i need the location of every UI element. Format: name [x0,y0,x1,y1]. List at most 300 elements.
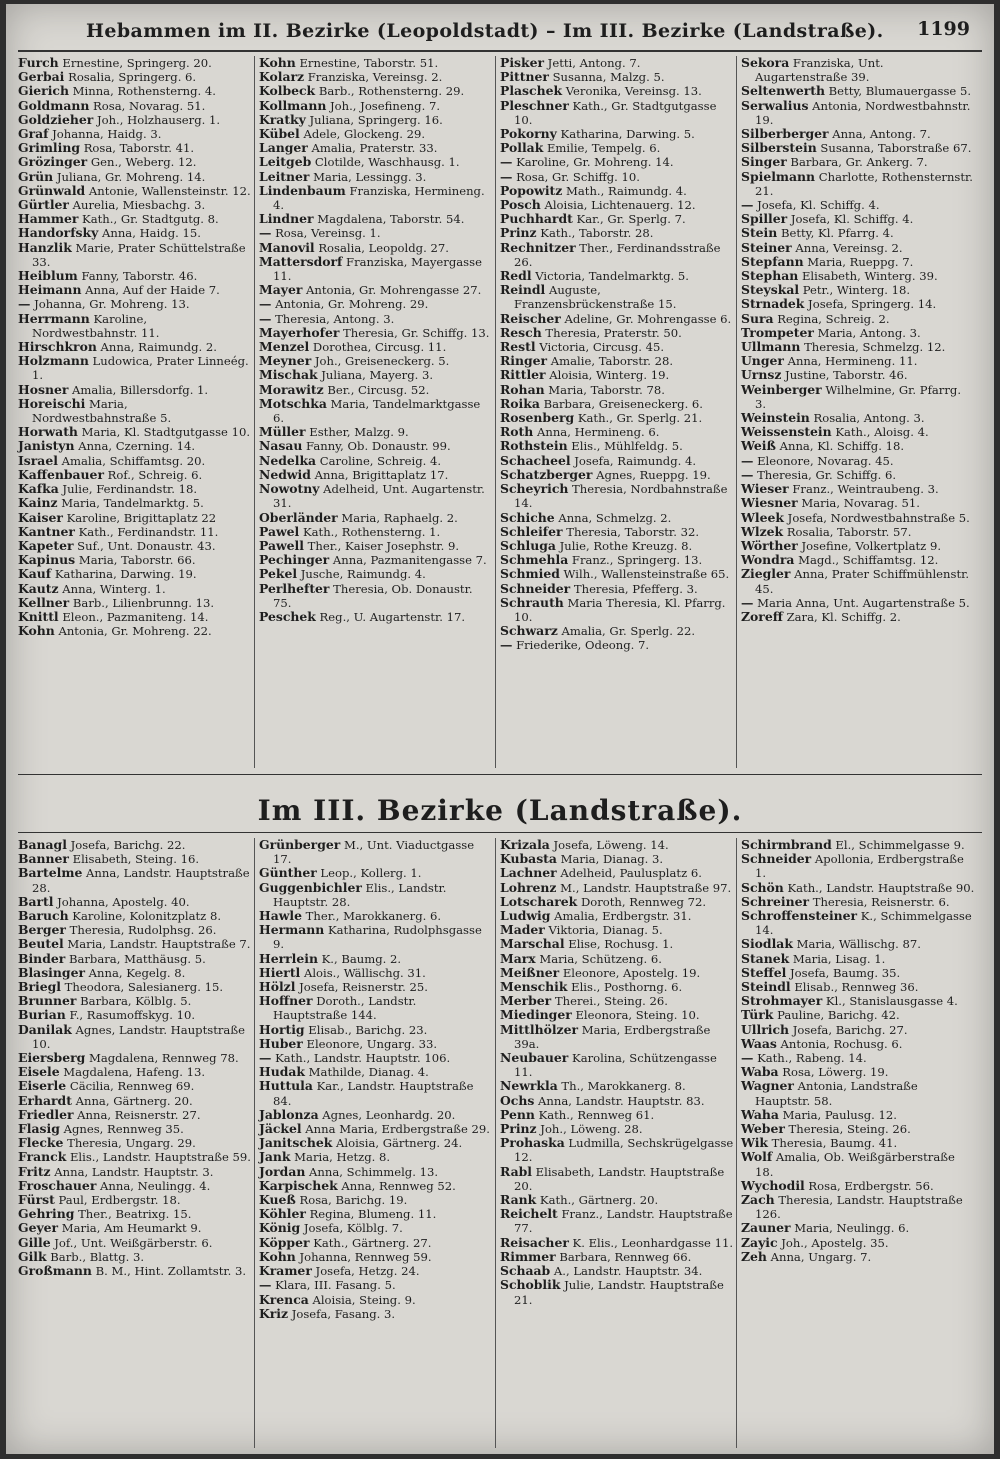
directory-entry [500,212,734,226]
entry-details: Kath., Landstr. Hauptstraße 90. [783,880,975,895]
column-divider [736,838,737,1448]
directory-entry [259,1065,493,1079]
entry-details: Minna, Rothensterng. 4. [68,84,216,99]
directory-entry [741,283,975,297]
entry-details: Antonie, Wallensteinstr. 12. [85,183,251,198]
directory-entry [18,1250,252,1264]
entry-details: Anna, Gärtnerg. 20. [71,1093,193,1108]
entry-details: Barb., Lilienbrunng. 13. [69,595,215,610]
column-divider [254,56,255,768]
directory-entry [500,340,734,354]
entry-surname: Hölzl [259,979,296,995]
directory-entry [18,212,252,226]
entry-details: Barbara, Matthäusg. 5. [65,951,206,966]
entry-surname: Holzmann [18,353,89,369]
entry-surname: Horwath [18,424,78,440]
entry-surname: Zeh [741,1248,767,1264]
directory-entry [500,198,734,212]
entry-surname: Heiblum [18,268,78,284]
directory-entry [500,539,734,553]
entry-details: Cäcilia, Rennweg 69. [66,1079,195,1094]
entry-details: Anna, Schmelzg. 2. [554,510,672,525]
directory-entry [741,909,975,937]
entry-surname: Meyner [259,353,312,369]
entry-details: Eleonora, Steing. 10. [571,1008,700,1023]
entry-details: Magd., Schiffamtsg. 12. [794,553,939,568]
entry-surname: Israel [18,452,58,468]
directory-entry [500,425,734,439]
entry-details: Ther., Kaiser Josephstr. 9. [303,538,460,553]
entry-details: Elis., Mühlfeldg. 5. [567,439,683,454]
entry-surname: Schacheel [500,452,571,468]
entry-details: Franziska, Vereinsg. 2. [304,70,443,85]
entry-surname: — [741,452,754,468]
entry-details: Anna, Brigittaplatz 17. [310,467,449,482]
entry-surname: Steiner [741,239,792,255]
entry-surname: Prinz [500,1121,537,1137]
entry-details: Kath., Rabeng. 14. [753,1051,867,1066]
directory-entry [18,852,252,866]
directory-entry [18,966,252,980]
entry-details: Ther., Beatrixg. 15. [74,1207,192,1222]
directory-entry [259,582,493,610]
entry-surname: Reindl [500,282,546,298]
entry-surname: Huttula [259,1078,313,1094]
entry-details: Theresia, Ob. Donaustr. 75. [273,581,473,610]
entry-surname: Lindner [259,211,314,227]
entry-surname: Nasau [259,438,303,454]
entry-surname: Graf [18,126,49,142]
column-divider [495,56,496,768]
entry-surname: Stephan [741,268,799,284]
entry-details: Johanna, Haidg. 3. [48,127,162,142]
directory-entry [500,226,734,240]
entry-surname: Grözinger [18,154,88,170]
entry-details: Elisabeth, Winterg. 39. [798,269,938,284]
directory-entry [259,610,493,624]
entry-surname: Rechnitzer [500,239,576,255]
directory-entry [741,439,975,453]
entry-surname: Kohn [18,623,55,639]
entry-details: Jof., Unt. Weißgärberstr. 6. [50,1235,213,1250]
entry-surname: Kellner [18,594,70,610]
entry-details: Ludowica, Prater Linneég. 1. [32,354,249,383]
entry-surname: Schneider [741,851,812,867]
directory-entry [18,383,252,397]
directory-entry [259,838,493,866]
entry-surname: Wiesner [741,495,798,511]
directory-entry [18,482,252,496]
entry-surname: Köhler [259,1206,306,1222]
directory-entry [741,1065,975,1079]
directory-entry [741,952,975,966]
directory-entry [259,567,493,581]
entry-details: Clotilde, Waschhausg. 1. [311,155,460,170]
entry-details: Maria, Paulusg. 12. [778,1107,897,1122]
entry-surname: — [259,310,272,326]
entry-surname: Schrauth [500,594,564,610]
entry-surname: Bartelme [18,865,83,881]
directory-entry [18,1165,252,1179]
entry-surname: Reischer [500,310,561,326]
entry-details: Maria, Lisag. 1. [789,951,886,966]
entry-surname: Steindl [741,979,791,995]
directory-entry [259,70,493,84]
directory-entry [500,525,734,539]
directory-entry [500,881,734,895]
directory-entry [741,1122,975,1136]
entry-surname: Günther [259,865,317,881]
directory-entry [500,895,734,909]
directory-entry [500,326,734,340]
entry-details: Jetti, Antong. 7. [544,56,641,70]
entry-details: Kar., Landstr. Hauptstraße 84. [273,1079,474,1108]
entry-surname: Mischak [259,367,318,383]
directory-entry [259,468,493,482]
directory-entry [500,1250,734,1264]
entry-surname: Hermann [259,922,325,938]
entry-details: Ther., Ferdinandsstraße 26. [514,240,721,269]
entry-details: Agnes, Leonhardg. 20. [318,1107,456,1122]
directory-entry [741,454,975,468]
entry-details: Theresia, Landstr. Hauptstraße 126. [755,1193,963,1222]
directory-entry [18,1094,252,1108]
entry-details: Maria, Hetzg. 8. [290,1150,391,1165]
entry-details: Amalia, Schiffamtsg. 20. [57,453,206,468]
entry-surname: Schoblik [500,1277,561,1293]
directory-entry [259,539,493,553]
entry-surname: Oberländer [259,509,338,525]
directory-entry [259,439,493,453]
directory-entry [741,881,975,895]
directory-entry [741,241,975,255]
entry-surname: Zauner [741,1220,791,1236]
entry-details: Marie, Prater Schüttelstraße 33. [32,240,246,269]
directory-entry [18,1122,252,1136]
entry-surname: Banner [18,851,69,867]
directory-entry [18,1079,252,1093]
directory-entry [500,1094,734,1108]
entry-details: Rosalia, Springerg. 6. [64,70,197,85]
entry-details: Anna, Hermineng. 11. [783,354,918,369]
entry-details: Franz., Springerg. 13. [568,553,703,568]
entry-details: Juliana, Mayerg. 3. [317,368,434,383]
entry-surname: Redl [500,268,532,284]
entry-surname: Schluga [500,537,556,553]
directory-entry [18,127,252,141]
entry-details: Juliana, Springerg. 16. [305,112,443,127]
directory-entry [500,966,734,980]
entry-details: Regina, Schreig. 2. [773,311,890,326]
entry-details: Aloisia, Steing. 9. [308,1292,416,1307]
directory-entry [259,511,493,525]
directory-entry [259,1236,493,1250]
entry-details: Adeline, Gr. Mohrengasse 6. [560,311,732,326]
directory-entry [18,340,252,354]
entry-surname: — [741,594,754,610]
entry-surname: Gilk [18,1248,47,1264]
entry-details: Joh., Löweng. 28. [536,1122,643,1137]
entry-surname: Waha [741,1106,779,1122]
directory-entry [259,1079,493,1107]
entry-surname: — [259,225,272,241]
entry-details: Betty, Kl. Pfarrg. 4. [777,226,894,241]
entry-surname: Gierich [18,83,69,99]
directory-entry [259,283,493,297]
directory-entry [18,297,252,311]
directory-entry [259,1023,493,1037]
entry-surname: Kubasta [500,851,557,867]
entry-surname: Kafka [18,481,59,497]
directory-entry [500,439,734,453]
directory-entry [741,127,975,141]
entry-details: Elisab., Barichg. 23. [304,1022,428,1037]
entry-details: Antonia, Gr. Mohrengasse 27. [302,283,482,298]
entry-details: Betty, Blumauergasse 5. [824,84,972,99]
entry-details: Veronika, Vereinsg. 13. [562,84,702,99]
directory-entry [500,838,734,852]
entry-surname: — [500,637,513,653]
directory-entry [500,454,734,468]
directory-entry [500,1008,734,1022]
entry-details: Anna, Czerning. 14. [74,439,196,454]
entry-surname: Türk [741,1007,774,1023]
directory-entry [500,852,734,866]
directory-column [18,838,252,1278]
directory-entry [741,155,975,169]
directory-entry [259,170,493,184]
entry-details: Magdalena, Taborstr. 54. [313,212,465,227]
entry-details: Rosa, Taborstr. 41. [80,141,195,156]
entry-details: Katharina, Darwing. 19. [51,567,197,582]
entry-details: Anna, Antong. 7. [828,127,931,142]
directory-entry [741,511,975,525]
entry-surname: Posch [500,197,541,213]
entry-surname: Karpischek [259,1177,338,1193]
section-landstrasse [18,838,982,1448]
directory-entry [18,1264,252,1278]
entry-details: Adele, Glockeng. 29. [299,127,426,142]
directory-entry [500,980,734,994]
entry-details: Barbara, Kölblg. 5. [76,994,192,1009]
entry-surname: Ochs [500,1092,535,1108]
directory-entry [741,496,975,510]
entry-details: Anna, Hermineng. 6. [533,425,660,440]
entry-surname: — [741,197,754,213]
entry-surname: Wörther [741,537,798,553]
entry-surname: Reichelt [500,1206,558,1222]
directory-entry [741,84,975,98]
entry-surname: Köpper [259,1234,310,1250]
entry-surname: Blasinger [18,964,85,980]
entry-details: Kath., Gärtnerg. 20. [536,1193,659,1208]
directory-entry [500,170,734,184]
entry-details: Maria, Taborstr. 66. [75,553,196,568]
entry-surname: Merber [500,993,552,1009]
entry-details: Josefa, Hetzg. 24. [311,1264,420,1279]
entry-details: Maria, Novarag. 51. [797,496,920,511]
entry-surname: Nowotny [259,481,320,497]
entry-details: Maria, Erdbergstraße 39a. [514,1022,711,1051]
directory-entry [18,155,252,169]
entry-details: Josefa, Reisnerstr. 25. [295,980,428,995]
directory-entry [500,1264,734,1278]
entry-details: Theresia, Rudolphsg. 26. [65,923,217,938]
entry-surname: — [500,168,513,184]
entry-surname: Herrlein [259,950,318,966]
directory-entry [18,397,252,425]
directory-entry [18,596,252,610]
entry-surname: Mayerhofer [259,324,340,340]
entry-details: Franziska, Mayergasse 11. [273,254,482,284]
entry-details: Barbara, Gr. Ankerg. 7. [786,155,928,170]
entry-details: Rosa, Barichg. 19. [295,1193,408,1208]
entry-details: Anna, Reisnerstr. 27. [73,1107,201,1122]
directory-entry [18,283,252,297]
directory-entry [259,1037,493,1051]
entry-details: Wilh., Wallensteinstraße 65. [559,567,730,582]
entry-details: Ber., Circusg. 52. [323,382,430,397]
entry-surname: Prinz [500,225,537,241]
entry-surname: Marschal [500,936,565,952]
entry-details: Josefa, Barichg. 22. [66,838,186,852]
entry-surname: Kueß [259,1192,296,1208]
entry-details: Paul, Erdbergstr. 18. [54,1193,181,1208]
entry-details: Regina, Blumeng. 11. [305,1207,437,1222]
entry-surname: Kapinus [18,552,76,568]
entry-details: Adelheid, Paulusplatz 6. [556,866,702,881]
entry-details: Amalia, Billersdorfg. 1. [68,382,209,397]
entry-details: Rof., Schreig. 6. [103,467,203,482]
entry-details: Rosa, Erdbergstr. 56. [804,1178,934,1193]
directory-entry [259,368,493,382]
directory-entry [500,241,734,269]
directory-entry [741,99,975,127]
entry-details: Amalia, Erdbergstr. 31. [550,909,692,924]
entry-surname: Seltenwerth [741,83,825,99]
entry-surname: Trompeter [741,324,814,340]
entry-surname: Danilak [18,1021,72,1037]
directory-entry [500,411,734,425]
directory-entry [741,141,975,155]
entry-surname: Furch [18,55,59,70]
entry-details: Friederike, Odeong. 7. [512,638,650,653]
entry-details: Therei., Steing. 26. [551,994,668,1009]
directory-entry [741,326,975,340]
entry-details: Franz., Landstr. Hauptstraße 77. [514,1207,733,1236]
entry-details: Johanna, Gr. Mohreng. 13. [30,297,190,312]
directory-entry [500,84,734,98]
directory-entry [741,354,975,368]
directory-entry [259,525,493,539]
entry-surname: Mader [500,922,545,938]
entry-details: Wilhelmine, Gr. Pfarrg. 3. [755,382,962,411]
entry-surname: Ziegler [741,566,791,582]
entry-surname: Pollak [500,140,544,156]
entry-surname: Ullmann [741,339,801,355]
entry-surname: Brunner [18,993,77,1009]
entry-surname: Weiß [741,438,776,454]
column-divider [495,838,496,1448]
entry-details: Aloisia, Gärtnerg. 24. [332,1136,463,1151]
entry-details: Josefa, Kölblg. 7. [300,1221,403,1236]
directory-column [259,838,493,1321]
entry-details: Kath., Rothensterng. 1. [299,524,441,539]
entry-surname: Kollmann [259,97,327,113]
entry-details: Kath., Gr. Stadtgutgasse 10. [514,98,717,127]
directory-entry [741,937,975,951]
entry-surname: Menschik [500,979,568,995]
entry-details: Antonia, Gr. Mohreng. 22. [54,624,212,639]
entry-details: Maria, Antong. 3. [813,325,921,340]
entry-details: Josefa, Kl. Schiffg. 4. [753,198,880,213]
directory-entry [500,99,734,127]
entry-surname: Eiserle [18,1078,67,1094]
entry-surname: Gerbai [18,69,65,85]
entry-details: Eleonore, Ungarg. 33. [302,1036,438,1051]
entry-details: Maria Anna, Unt. Augartenstraße 5. [753,595,970,610]
entry-details: Josefa, Nordwestbahnstraße 5. [783,510,970,525]
section-rule-bottom [18,832,982,833]
entry-details: F., Rasumoffskyg. 10. [65,1008,196,1023]
directory-entry [259,980,493,994]
directory-entry [500,1108,734,1122]
entry-details: Maria, Kl. Stadtgutgasse 10. [77,425,251,440]
entry-details: Jusche, Raimundg. 4. [297,567,426,582]
entry-surname: Schmied [500,566,560,582]
entry-details: Karoline, Kolonitzplatz 8. [68,909,222,924]
directory-entry [741,56,975,84]
entry-surname: Eiersberg [18,1050,86,1066]
entry-details: Elis., Landstr. Hauptstr. 28. [273,880,447,909]
entry-details: Josefa, Löweng. 14. [549,838,669,852]
directory-entry [18,1221,252,1235]
entry-surname: Berger [18,922,66,938]
directory-entry [18,1136,252,1150]
entry-details: Karolina, Schützengasse 11. [514,1051,717,1080]
directory-entry [500,283,734,311]
directory-entry [259,255,493,283]
entry-surname: Weissenstein [741,424,832,440]
entry-details: Theresia, Praterstr. 50. [541,325,682,340]
directory-entry [741,1008,975,1022]
directory-entry [18,226,252,240]
entry-details: Fanny, Ob. Donaustr. 99. [302,439,451,454]
directory-entry [741,1051,975,1065]
entry-surname: Roth [500,424,534,440]
entry-details: Zara, Kl. Schiffg. 2. [782,609,901,624]
entry-surname: Perlhefter [259,580,330,596]
directory-entry [18,241,252,269]
entry-details: Anna, Auf der Haide 7. [81,283,220,298]
entry-surname: Mattersdorf [259,253,343,269]
entry-details: Anna, Landstr. Hauptstraße 28. [32,866,250,895]
entry-details: Maria, Landstr. Hauptstraße 7. [63,937,251,952]
directory-entry [500,1165,734,1193]
directory-entry [18,312,252,340]
entry-details: Johanna, Apostelg. 40. [53,894,190,909]
entry-surname: Wychodil [741,1177,805,1193]
entry-details: Eleonore, Novarag. 45. [753,453,894,468]
directory-entry [500,368,734,382]
entry-details: Kar., Gr. Sperlg. 7. [572,212,686,227]
directory-entry [259,866,493,880]
entry-details: Rosa, Novarag. 51. [89,98,206,113]
entry-surname: Singer [741,154,787,170]
entry-surname: Pechinger [259,552,330,568]
entry-details: Elis., Landstr. Hauptstraße 59. [66,1150,251,1165]
entry-surname: Weinstein [741,410,810,426]
